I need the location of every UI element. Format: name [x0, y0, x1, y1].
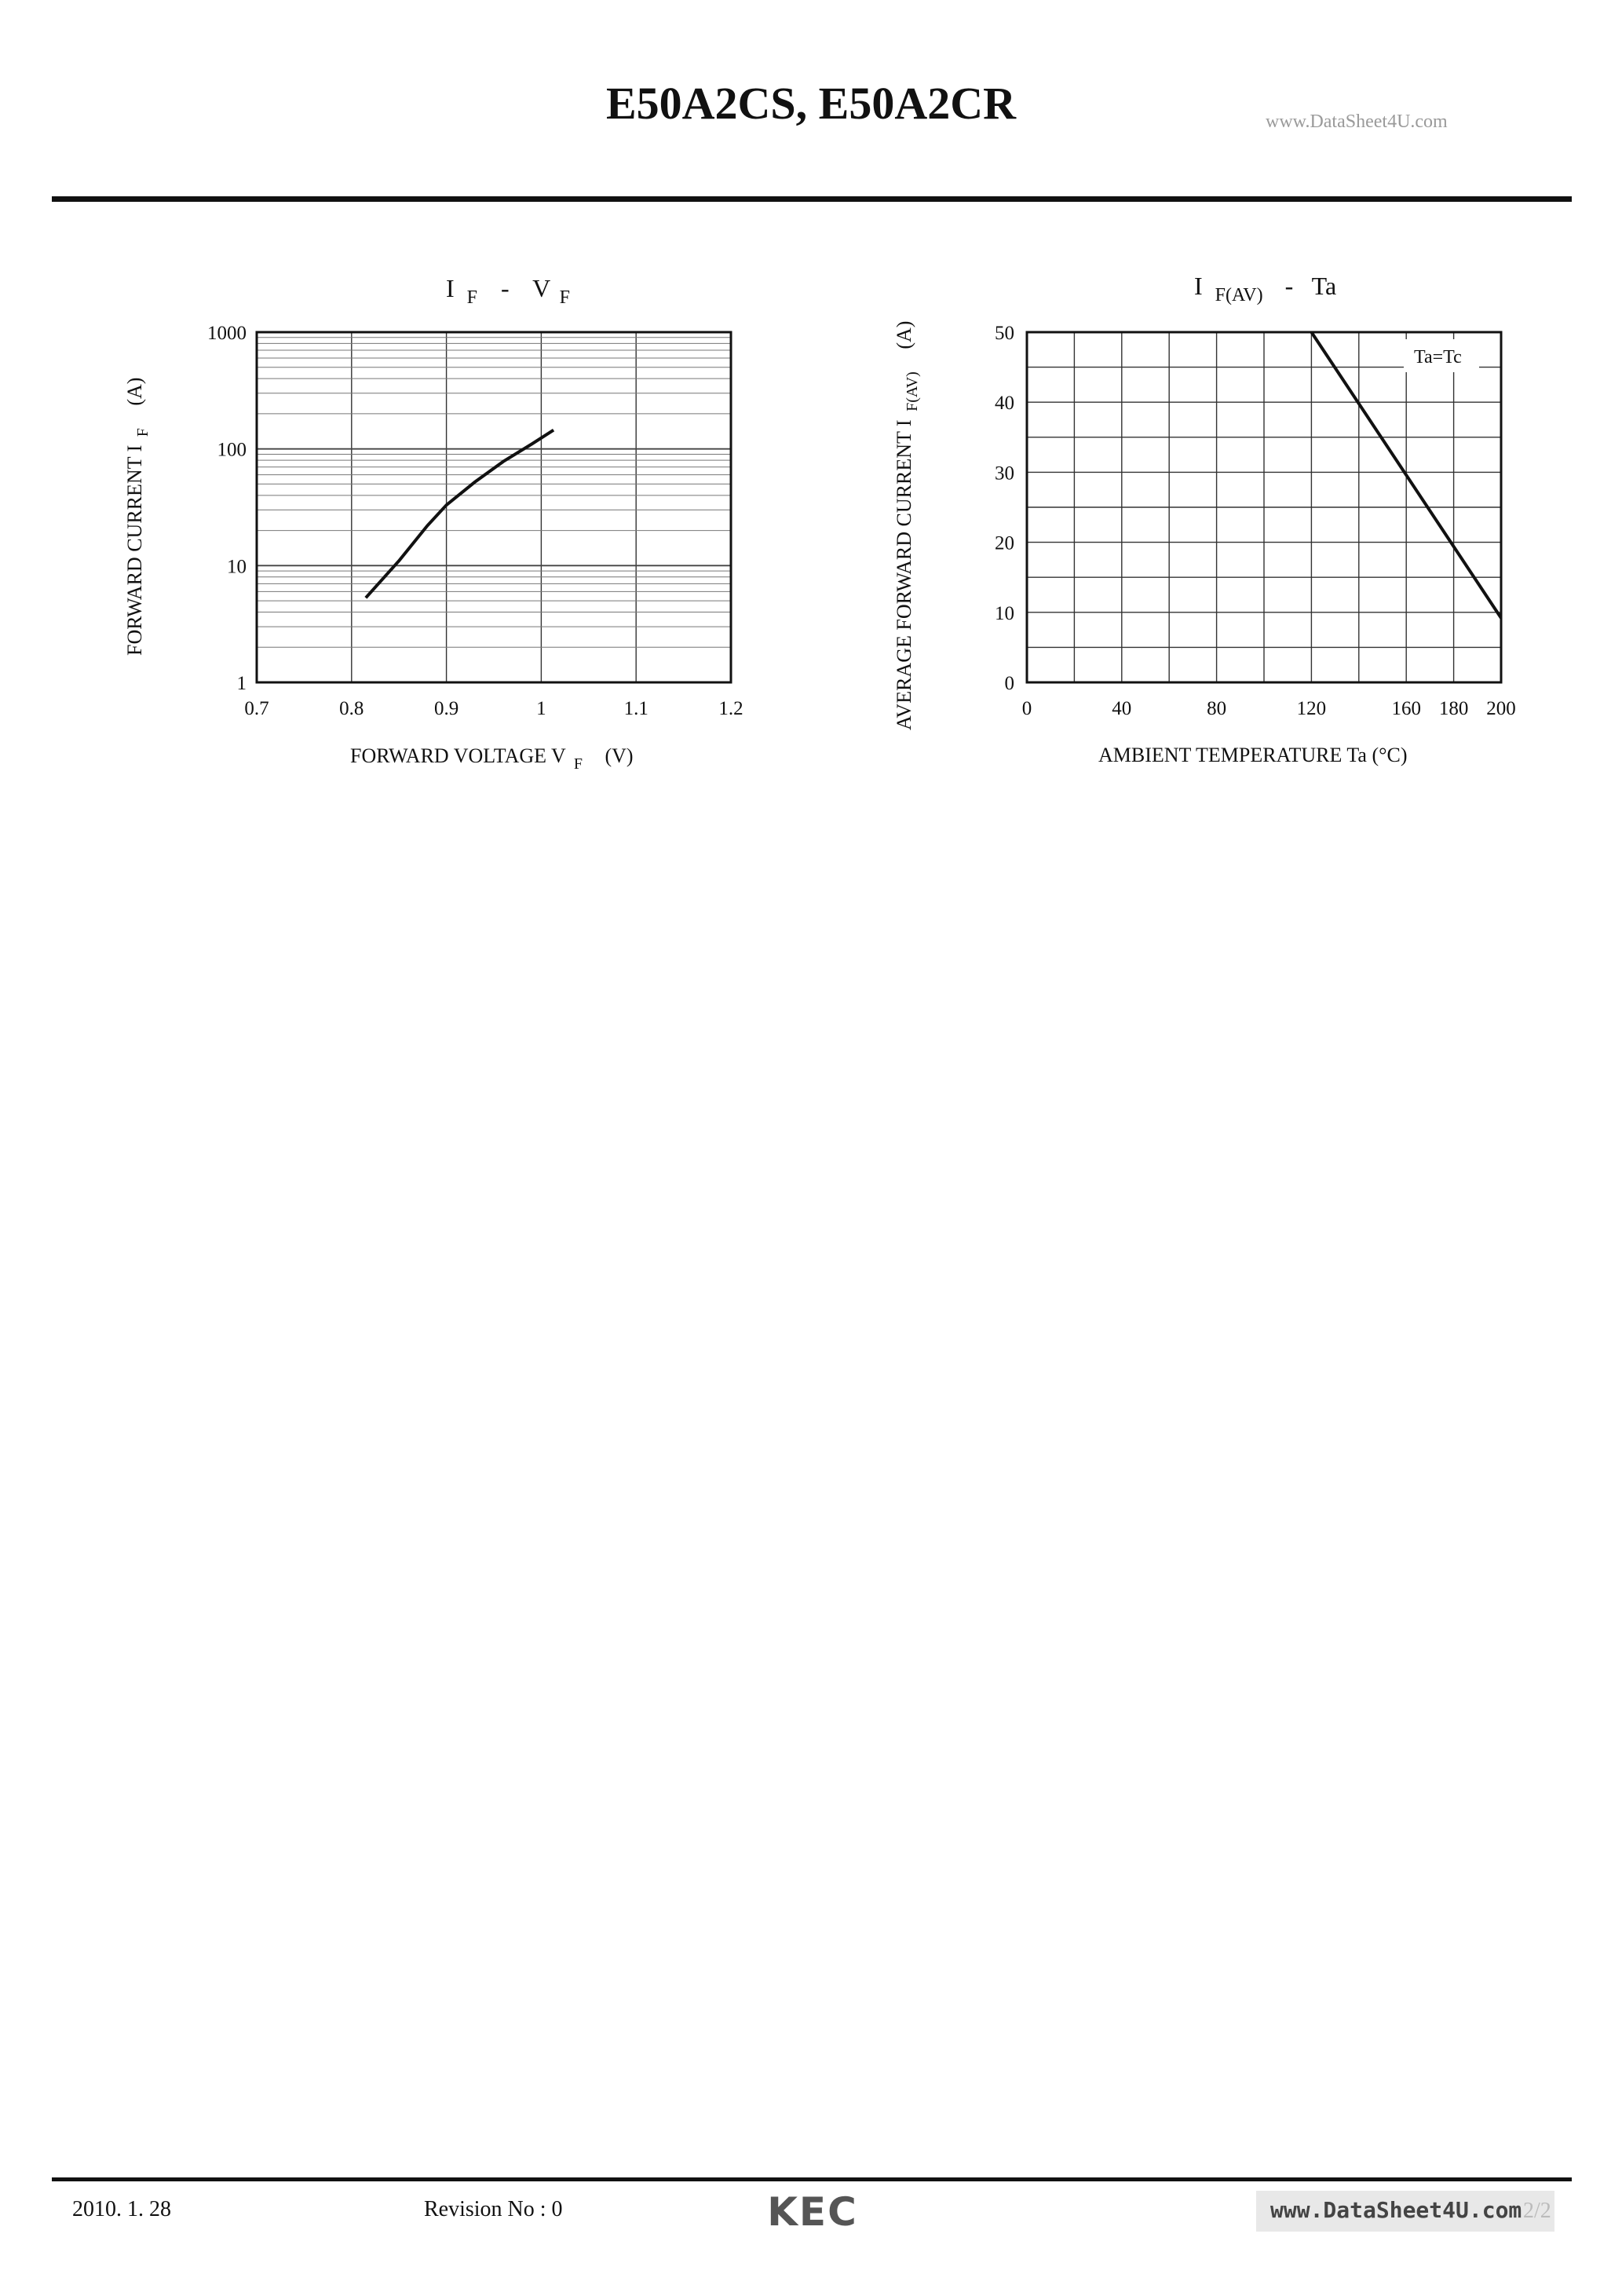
page-title: E50A2CS, E50A2CR — [605, 78, 1017, 129]
ifav-ta-y-tick-labels — [995, 323, 1014, 694]
ifav-ta-y-tick: 20 — [995, 532, 1014, 554]
ifav-ta-y-label-main: AVERAGE FORWARD CURRENT I — [893, 419, 915, 730]
ifav-ta-x-tick: 40 — [1112, 698, 1132, 719]
ifav-ta-title — [1194, 272, 1336, 306]
if-vf-x-tick: 1.1 — [623, 698, 648, 719]
header-watermark: www.DataSheet4U.com — [1266, 112, 1448, 132]
if-vf-y-tick: 1 — [236, 673, 247, 694]
ifav-ta-x-label: AMBIENT TEMPERATURE Ta (°C) — [1098, 744, 1408, 766]
if-vf-x-tick: 0.8 — [339, 698, 364, 719]
kec-logo-text: KEC — [767, 2189, 858, 2235]
footer-rule — [52, 2177, 1572, 2181]
if-vf-y-label-unit: (A) — [123, 377, 146, 406]
ifav-ta-annotation: Ta=Tc — [1414, 347, 1462, 367]
if-vf-title-main-2: V — [532, 274, 550, 302]
if-vf-y-label-sub: F — [134, 428, 152, 437]
ifav-ta-y-tick: 10 — [995, 602, 1014, 624]
if-vf-y-tick: 100 — [217, 439, 247, 461]
if-vf-x-tick: 0.7 — [244, 698, 269, 719]
if-vf-y-label-main: FORWARD CURRENT I — [123, 444, 146, 656]
ifav-ta-x-tick: 200 — [1486, 698, 1516, 719]
ifav-ta-title-main-2: Ta — [1311, 272, 1337, 300]
ifav-ta-grid — [1027, 332, 1501, 682]
if-vf-y-tick: 1000 — [207, 323, 247, 344]
ifav-ta-y-label-unit: (A) — [893, 320, 915, 349]
if-vf-x-label-unit: (V) — [605, 744, 634, 767]
if-vf-title-sub-2: F — [559, 287, 570, 308]
if-vf-title-sub-1: F — [466, 287, 478, 308]
if-vf-y-tick: 10 — [227, 556, 247, 578]
if-vf-x-tick: 1.2 — [718, 698, 743, 719]
ifav-ta-x-tick-labels — [1022, 698, 1516, 719]
ifav-ta-y-tick: 40 — [995, 393, 1014, 415]
footer-watermark-box — [1256, 2191, 1554, 2232]
if-vf-title-main-1: I — [446, 274, 455, 302]
footer-date: 2010. 1. 28 — [72, 2197, 171, 2221]
ifav-ta-title-sub-1: F(AV) — [1215, 285, 1263, 305]
ifav-ta-x-tick: 120 — [1296, 698, 1327, 719]
ifav-ta-y-tick: 30 — [995, 462, 1014, 484]
ifav-ta-x-tick: 180 — [1438, 698, 1469, 719]
ifav-ta-chart — [0, 0, 1622, 832]
ifav-ta-y-label-sub: F(AV) — [904, 371, 921, 411]
if-vf-title-sep: - — [501, 274, 510, 302]
page-number: 2/2 — [1523, 2199, 1551, 2223]
footer-watermark: www.DataSheet4U.com — [1270, 2197, 1522, 2223]
ifav-ta-x-tick: 160 — [1391, 698, 1421, 719]
ifav-ta-x-tick: 0 — [1021, 698, 1032, 719]
if-vf-x-tick: 1 — [536, 698, 546, 719]
kec-logo — [754, 2189, 871, 2235]
footer-revision: Revision No : 0 — [424, 2197, 563, 2221]
ifav-ta-y-label — [893, 321, 922, 730]
if-vf-x-label-sub: F — [573, 755, 583, 773]
if-vf-x-label-main: FORWARD VOLTAGE V — [350, 744, 566, 767]
if-vf-x-tick: 0.9 — [433, 698, 459, 719]
ifav-ta-title-main-1: I — [1194, 272, 1203, 300]
ifav-ta-title-sep: - — [1284, 272, 1294, 300]
ifav-ta-x-tick: 80 — [1207, 698, 1227, 719]
ifav-ta-y-tick: 0 — [1004, 673, 1014, 694]
ifav-ta-y-tick: 50 — [995, 323, 1014, 344]
